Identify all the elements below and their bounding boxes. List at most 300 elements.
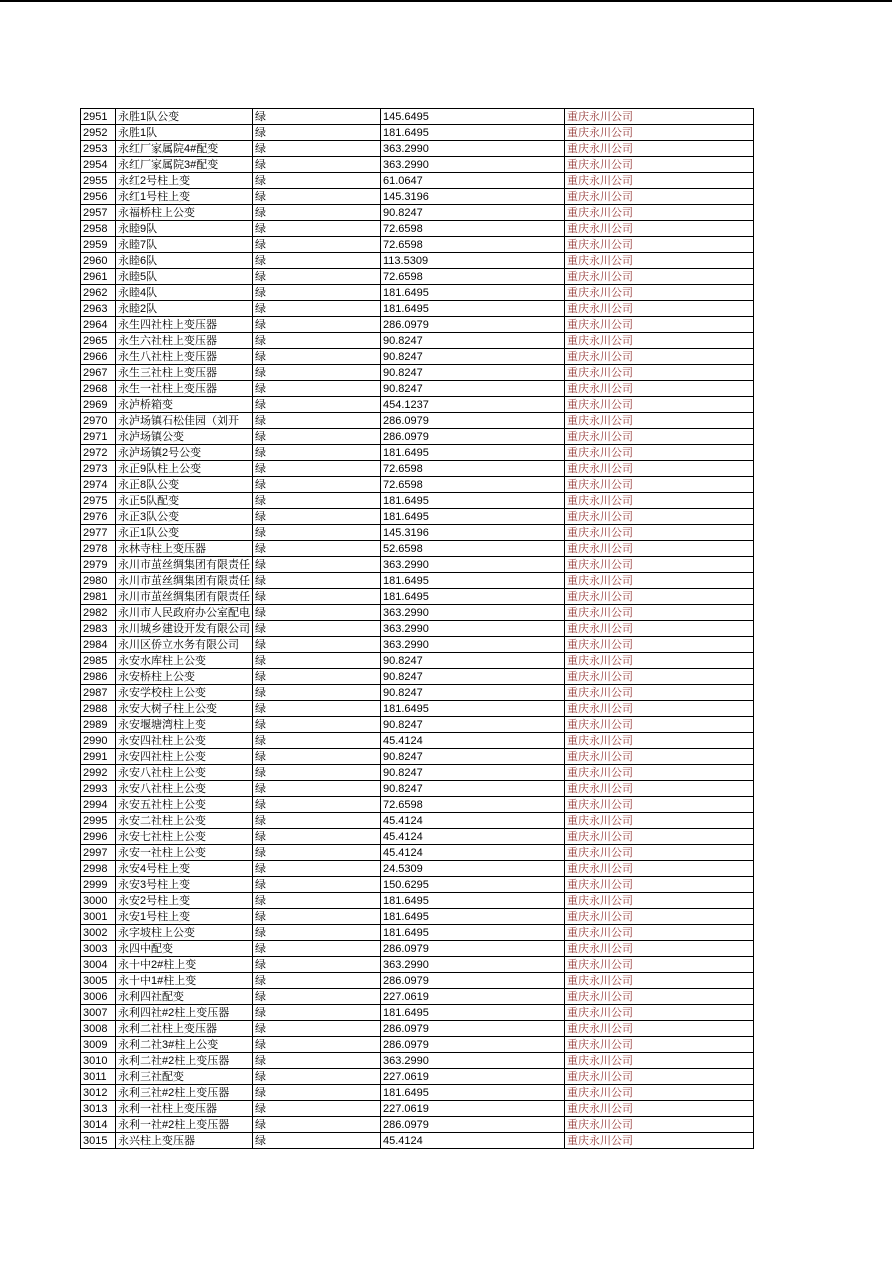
value-cell[interactable]: 181.6495 [381, 909, 565, 925]
company-cell[interactable]: 重庆永川公司 [565, 1069, 754, 1085]
row-number-cell[interactable]: 2988 [81, 701, 116, 717]
status-cell[interactable]: 绿 [253, 253, 381, 269]
device-name-cell[interactable]: 永川市茧丝绸集团有限责任 [116, 557, 253, 573]
device-name-cell[interactable]: 永红2号柱上变 [116, 173, 253, 189]
device-name-cell[interactable]: 永安二社柱上公变 [116, 813, 253, 829]
row-number-cell[interactable]: 2984 [81, 637, 116, 653]
company-cell[interactable]: 重庆永川公司 [565, 1101, 754, 1117]
row-number-cell[interactable]: 3003 [81, 941, 116, 957]
row-number-cell[interactable]: 2978 [81, 541, 116, 557]
value-cell[interactable]: 286.0979 [381, 317, 565, 333]
company-cell[interactable]: 重庆永川公司 [565, 189, 754, 205]
status-cell[interactable]: 绿 [253, 1117, 381, 1133]
device-name-cell[interactable]: 永利一社#2柱上变压器 [116, 1117, 253, 1133]
status-cell[interactable]: 绿 [253, 909, 381, 925]
row-number-cell[interactable]: 3004 [81, 957, 116, 973]
value-cell[interactable]: 90.8247 [381, 749, 565, 765]
row-number-cell[interactable]: 2976 [81, 509, 116, 525]
row-number-cell[interactable]: 2963 [81, 301, 116, 317]
device-name-cell[interactable]: 永川市茧丝绸集团有限责任 [116, 589, 253, 605]
device-name-cell[interactable]: 永利二社#2柱上变压器 [116, 1053, 253, 1069]
status-cell[interactable]: 绿 [253, 1037, 381, 1053]
device-name-cell[interactable]: 永安1号柱上变 [116, 909, 253, 925]
device-name-cell[interactable]: 永川市人民政府办公室配电 [116, 605, 253, 621]
value-cell[interactable]: 145.3196 [381, 189, 565, 205]
device-name-cell[interactable]: 永正5队配变 [116, 493, 253, 509]
value-cell[interactable]: 72.6598 [381, 221, 565, 237]
company-cell[interactable]: 重庆永川公司 [565, 653, 754, 669]
status-cell[interactable]: 绿 [253, 445, 381, 461]
row-number-cell[interactable]: 3013 [81, 1101, 116, 1117]
row-number-cell[interactable]: 2994 [81, 797, 116, 813]
value-cell[interactable]: 90.8247 [381, 365, 565, 381]
status-cell[interactable]: 绿 [253, 797, 381, 813]
row-number-cell[interactable]: 2962 [81, 285, 116, 301]
device-name-cell[interactable]: 永川区侨立水务有限公司 [116, 637, 253, 653]
value-cell[interactable]: 181.6495 [381, 893, 565, 909]
device-name-cell[interactable]: 永四中配变 [116, 941, 253, 957]
value-cell[interactable]: 363.2990 [381, 141, 565, 157]
company-cell[interactable]: 重庆永川公司 [565, 989, 754, 1005]
value-cell[interactable]: 90.8247 [381, 765, 565, 781]
company-cell[interactable]: 重庆永川公司 [565, 157, 754, 173]
status-cell[interactable]: 绿 [253, 845, 381, 861]
row-number-cell[interactable]: 2981 [81, 589, 116, 605]
row-number-cell[interactable]: 2967 [81, 365, 116, 381]
company-cell[interactable]: 重庆永川公司 [565, 1005, 754, 1021]
company-cell[interactable]: 重庆永川公司 [565, 237, 754, 253]
device-name-cell[interactable]: 永安八社柱上公变 [116, 765, 253, 781]
company-cell[interactable]: 重庆永川公司 [565, 685, 754, 701]
value-cell[interactable]: 181.6495 [381, 445, 565, 461]
value-cell[interactable]: 363.2990 [381, 157, 565, 173]
row-number-cell[interactable]: 2993 [81, 781, 116, 797]
device-name-cell[interactable]: 永利三社配变 [116, 1069, 253, 1085]
value-cell[interactable]: 181.6495 [381, 925, 565, 941]
value-cell[interactable]: 181.6495 [381, 493, 565, 509]
device-name-cell[interactable]: 永安堰塘湾柱上变 [116, 717, 253, 733]
row-number-cell[interactable]: 2968 [81, 381, 116, 397]
company-cell[interactable]: 重庆永川公司 [565, 861, 754, 877]
company-cell[interactable]: 重庆永川公司 [565, 973, 754, 989]
company-cell[interactable]: 重庆永川公司 [565, 1053, 754, 1069]
row-number-cell[interactable]: 3011 [81, 1069, 116, 1085]
device-name-cell[interactable]: 永泸桥箱变 [116, 397, 253, 413]
company-cell[interactable]: 重庆永川公司 [565, 941, 754, 957]
row-number-cell[interactable]: 2956 [81, 189, 116, 205]
status-cell[interactable]: 绿 [253, 141, 381, 157]
company-cell[interactable]: 重庆永川公司 [565, 349, 754, 365]
company-cell[interactable]: 重庆永川公司 [565, 333, 754, 349]
device-name-cell[interactable]: 永胜1队 [116, 125, 253, 141]
company-cell[interactable]: 重庆永川公司 [565, 429, 754, 445]
row-number-cell[interactable]: 2980 [81, 573, 116, 589]
device-name-cell[interactable]: 永正8队公变 [116, 477, 253, 493]
company-cell[interactable]: 重庆永川公司 [565, 845, 754, 861]
row-number-cell[interactable]: 2969 [81, 397, 116, 413]
company-cell[interactable]: 重庆永川公司 [565, 477, 754, 493]
company-cell[interactable]: 重庆永川公司 [565, 493, 754, 509]
row-number-cell[interactable]: 2960 [81, 253, 116, 269]
company-cell[interactable]: 重庆永川公司 [565, 1117, 754, 1133]
company-cell[interactable]: 重庆永川公司 [565, 525, 754, 541]
status-cell[interactable]: 绿 [253, 461, 381, 477]
row-number-cell[interactable]: 2952 [81, 125, 116, 141]
company-cell[interactable]: 重庆永川公司 [565, 765, 754, 781]
device-name-cell[interactable]: 永安四社柱上公变 [116, 733, 253, 749]
status-cell[interactable]: 绿 [253, 1021, 381, 1037]
status-cell[interactable]: 绿 [253, 925, 381, 941]
company-cell[interactable]: 重庆永川公司 [565, 829, 754, 845]
company-cell[interactable]: 重庆永川公司 [565, 205, 754, 221]
row-number-cell[interactable]: 2999 [81, 877, 116, 893]
value-cell[interactable]: 72.6598 [381, 237, 565, 253]
row-number-cell[interactable]: 2987 [81, 685, 116, 701]
status-cell[interactable]: 绿 [253, 333, 381, 349]
row-number-cell[interactable]: 2966 [81, 349, 116, 365]
status-cell[interactable]: 绿 [253, 781, 381, 797]
status-cell[interactable]: 绿 [253, 941, 381, 957]
device-name-cell[interactable]: 永红厂家属院4#配变 [116, 141, 253, 157]
status-cell[interactable]: 绿 [253, 413, 381, 429]
row-number-cell[interactable]: 2970 [81, 413, 116, 429]
value-cell[interactable]: 24.5309 [381, 861, 565, 877]
row-number-cell[interactable]: 2961 [81, 269, 116, 285]
device-name-cell[interactable]: 永生三社柱上变压器 [116, 365, 253, 381]
row-number-cell[interactable]: 3012 [81, 1085, 116, 1101]
row-number-cell[interactable]: 2986 [81, 669, 116, 685]
device-name-cell[interactable]: 永生六社柱上变压器 [116, 333, 253, 349]
status-cell[interactable]: 绿 [253, 429, 381, 445]
value-cell[interactable]: 363.2990 [381, 621, 565, 637]
row-number-cell[interactable]: 2965 [81, 333, 116, 349]
row-number-cell[interactable]: 3001 [81, 909, 116, 925]
row-number-cell[interactable]: 2972 [81, 445, 116, 461]
row-number-cell[interactable]: 2990 [81, 733, 116, 749]
status-cell[interactable]: 绿 [253, 717, 381, 733]
row-number-cell[interactable]: 2989 [81, 717, 116, 733]
device-name-cell[interactable]: 永利四社配变 [116, 989, 253, 1005]
status-cell[interactable]: 绿 [253, 157, 381, 173]
status-cell[interactable]: 绿 [253, 957, 381, 973]
device-name-cell[interactable]: 永生一社柱上变压器 [116, 381, 253, 397]
company-cell[interactable]: 重庆永川公司 [565, 1085, 754, 1101]
value-cell[interactable]: 227.0619 [381, 1069, 565, 1085]
company-cell[interactable]: 重庆永川公司 [565, 813, 754, 829]
row-number-cell[interactable]: 2958 [81, 221, 116, 237]
status-cell[interactable]: 绿 [253, 541, 381, 557]
company-cell[interactable]: 重庆永川公司 [565, 781, 754, 797]
row-number-cell[interactable]: 2991 [81, 749, 116, 765]
status-cell[interactable]: 绿 [253, 365, 381, 381]
status-cell[interactable]: 绿 [253, 605, 381, 621]
status-cell[interactable]: 绿 [253, 653, 381, 669]
row-number-cell[interactable]: 3007 [81, 1005, 116, 1021]
device-name-cell[interactable]: 永安学校柱上公变 [116, 685, 253, 701]
status-cell[interactable]: 绿 [253, 525, 381, 541]
status-cell[interactable]: 绿 [253, 989, 381, 1005]
value-cell[interactable]: 72.6598 [381, 797, 565, 813]
row-number-cell[interactable]: 2982 [81, 605, 116, 621]
company-cell[interactable]: 重庆永川公司 [565, 669, 754, 685]
device-name-cell[interactable]: 永泸场镇公变 [116, 429, 253, 445]
company-cell[interactable]: 重庆永川公司 [565, 221, 754, 237]
company-cell[interactable]: 重庆永川公司 [565, 957, 754, 973]
device-name-cell[interactable]: 永川市茧丝绸集团有限责任 [116, 573, 253, 589]
company-cell[interactable]: 重庆永川公司 [565, 397, 754, 413]
value-cell[interactable]: 181.6495 [381, 509, 565, 525]
value-cell[interactable]: 45.4124 [381, 733, 565, 749]
value-cell[interactable]: 90.8247 [381, 717, 565, 733]
row-number-cell[interactable]: 2997 [81, 845, 116, 861]
device-name-cell[interactable]: 永十中2#柱上变 [116, 957, 253, 973]
company-cell[interactable]: 重庆永川公司 [565, 589, 754, 605]
value-cell[interactable]: 145.6495 [381, 109, 565, 125]
device-name-cell[interactable]: 永生四社柱上变压器 [116, 317, 253, 333]
value-cell[interactable]: 61.0647 [381, 173, 565, 189]
device-name-cell[interactable]: 永安七社柱上公变 [116, 829, 253, 845]
row-number-cell[interactable]: 2954 [81, 157, 116, 173]
value-cell[interactable]: 286.0979 [381, 1117, 565, 1133]
company-cell[interactable]: 重庆永川公司 [565, 557, 754, 573]
status-cell[interactable]: 绿 [253, 1085, 381, 1101]
device-name-cell[interactable]: 永兴柱上变压器 [116, 1133, 253, 1149]
company-cell[interactable]: 重庆永川公司 [565, 797, 754, 813]
value-cell[interactable]: 90.8247 [381, 333, 565, 349]
company-cell[interactable]: 重庆永川公司 [565, 893, 754, 909]
company-cell[interactable]: 重庆永川公司 [565, 621, 754, 637]
company-cell[interactable]: 重庆永川公司 [565, 253, 754, 269]
company-cell[interactable]: 重庆永川公司 [565, 701, 754, 717]
value-cell[interactable]: 286.0979 [381, 413, 565, 429]
row-number-cell[interactable]: 3000 [81, 893, 116, 909]
row-number-cell[interactable]: 3010 [81, 1053, 116, 1069]
status-cell[interactable]: 绿 [253, 285, 381, 301]
value-cell[interactable]: 145.3196 [381, 525, 565, 541]
device-name-cell[interactable]: 永泸场镇石松佳园（刘开 [116, 413, 253, 429]
device-name-cell[interactable]: 永利三社#2柱上变压器 [116, 1085, 253, 1101]
company-cell[interactable]: 重庆永川公司 [565, 717, 754, 733]
row-number-cell[interactable]: 2979 [81, 557, 116, 573]
company-cell[interactable]: 重庆永川公司 [565, 925, 754, 941]
company-cell[interactable]: 重庆永川公司 [565, 317, 754, 333]
status-cell[interactable]: 绿 [253, 637, 381, 653]
status-cell[interactable]: 绿 [253, 109, 381, 125]
device-name-cell[interactable]: 永正1队公变 [116, 525, 253, 541]
value-cell[interactable]: 113.5309 [381, 253, 565, 269]
device-name-cell[interactable]: 永字坡柱上公变 [116, 925, 253, 941]
row-number-cell[interactable]: 2998 [81, 861, 116, 877]
company-cell[interactable]: 重庆永川公司 [565, 1021, 754, 1037]
device-name-cell[interactable]: 永利二社柱上变压器 [116, 1021, 253, 1037]
row-number-cell[interactable]: 2971 [81, 429, 116, 445]
row-number-cell[interactable]: 2977 [81, 525, 116, 541]
company-cell[interactable]: 重庆永川公司 [565, 141, 754, 157]
value-cell[interactable]: 90.8247 [381, 381, 565, 397]
device-name-cell[interactable]: 永安4号柱上变 [116, 861, 253, 877]
row-number-cell[interactable]: 2959 [81, 237, 116, 253]
device-name-cell[interactable]: 永睦9队 [116, 221, 253, 237]
value-cell[interactable]: 181.6495 [381, 285, 565, 301]
company-cell[interactable]: 重庆永川公司 [565, 413, 754, 429]
device-name-cell[interactable]: 永红1号柱上变 [116, 189, 253, 205]
device-name-cell[interactable]: 永川城乡建设开发有限公司 [116, 621, 253, 637]
device-name-cell[interactable]: 永安八社柱上公变 [116, 781, 253, 797]
status-cell[interactable]: 绿 [253, 269, 381, 285]
status-cell[interactable]: 绿 [253, 1069, 381, 1085]
company-cell[interactable]: 重庆永川公司 [565, 1133, 754, 1149]
status-cell[interactable]: 绿 [253, 973, 381, 989]
company-cell[interactable]: 重庆永川公司 [565, 509, 754, 525]
device-name-cell[interactable]: 永安一社柱上公变 [116, 845, 253, 861]
device-name-cell[interactable]: 永林寺柱上变压器 [116, 541, 253, 557]
device-name-cell[interactable]: 永睦2队 [116, 301, 253, 317]
company-cell[interactable]: 重庆永川公司 [565, 445, 754, 461]
status-cell[interactable]: 绿 [253, 765, 381, 781]
company-cell[interactable]: 重庆永川公司 [565, 541, 754, 557]
status-cell[interactable]: 绿 [253, 893, 381, 909]
status-cell[interactable]: 绿 [253, 749, 381, 765]
status-cell[interactable]: 绿 [253, 189, 381, 205]
value-cell[interactable]: 286.0979 [381, 1037, 565, 1053]
company-cell[interactable]: 重庆永川公司 [565, 733, 754, 749]
row-number-cell[interactable]: 3002 [81, 925, 116, 941]
row-number-cell[interactable]: 2955 [81, 173, 116, 189]
device-name-cell[interactable]: 永利四社#2柱上变压器 [116, 1005, 253, 1021]
company-cell[interactable]: 重庆永川公司 [565, 285, 754, 301]
value-cell[interactable]: 90.8247 [381, 685, 565, 701]
status-cell[interactable]: 绿 [253, 669, 381, 685]
device-name-cell[interactable]: 永睦4队 [116, 285, 253, 301]
company-cell[interactable]: 重庆永川公司 [565, 125, 754, 141]
device-name-cell[interactable]: 永利二社3#柱上公变 [116, 1037, 253, 1053]
row-number-cell[interactable]: 2996 [81, 829, 116, 845]
row-number-cell[interactable]: 2964 [81, 317, 116, 333]
value-cell[interactable]: 90.8247 [381, 669, 565, 685]
row-number-cell[interactable]: 3005 [81, 973, 116, 989]
value-cell[interactable]: 363.2990 [381, 957, 565, 973]
company-cell[interactable]: 重庆永川公司 [565, 365, 754, 381]
value-cell[interactable]: 363.2990 [381, 637, 565, 653]
device-name-cell[interactable]: 永睦7队 [116, 237, 253, 253]
device-name-cell[interactable]: 永安桥柱上公变 [116, 669, 253, 685]
row-number-cell[interactable]: 3008 [81, 1021, 116, 1037]
value-cell[interactable]: 52.6598 [381, 541, 565, 557]
value-cell[interactable]: 72.6598 [381, 477, 565, 493]
status-cell[interactable]: 绿 [253, 829, 381, 845]
status-cell[interactable]: 绿 [253, 301, 381, 317]
value-cell[interactable]: 363.2990 [381, 1053, 565, 1069]
company-cell[interactable]: 重庆永川公司 [565, 909, 754, 925]
value-cell[interactable]: 181.6495 [381, 1085, 565, 1101]
status-cell[interactable]: 绿 [253, 397, 381, 413]
row-number-cell[interactable]: 2973 [81, 461, 116, 477]
status-cell[interactable]: 绿 [253, 1133, 381, 1149]
device-name-cell[interactable]: 永安五社柱上公变 [116, 797, 253, 813]
value-cell[interactable]: 181.6495 [381, 125, 565, 141]
value-cell[interactable]: 363.2990 [381, 557, 565, 573]
status-cell[interactable]: 绿 [253, 813, 381, 829]
device-name-cell[interactable]: 永正3队公变 [116, 509, 253, 525]
status-cell[interactable]: 绿 [253, 237, 381, 253]
company-cell[interactable]: 重庆永川公司 [565, 381, 754, 397]
value-cell[interactable]: 286.0979 [381, 429, 565, 445]
company-cell[interactable]: 重庆永川公司 [565, 749, 754, 765]
row-number-cell[interactable]: 2992 [81, 765, 116, 781]
company-cell[interactable]: 重庆永川公司 [565, 1037, 754, 1053]
value-cell[interactable]: 227.0619 [381, 1101, 565, 1117]
value-cell[interactable]: 45.4124 [381, 829, 565, 845]
device-name-cell[interactable]: 永安大树子柱上公变 [116, 701, 253, 717]
value-cell[interactable]: 181.6495 [381, 1005, 565, 1021]
value-cell[interactable]: 150.6295 [381, 877, 565, 893]
device-name-cell[interactable]: 永泸场镇2号公变 [116, 445, 253, 461]
status-cell[interactable]: 绿 [253, 493, 381, 509]
value-cell[interactable]: 72.6598 [381, 269, 565, 285]
value-cell[interactable]: 90.8247 [381, 653, 565, 669]
row-number-cell[interactable]: 2975 [81, 493, 116, 509]
device-name-cell[interactable]: 永睦6队 [116, 253, 253, 269]
company-cell[interactable]: 重庆永川公司 [565, 573, 754, 589]
status-cell[interactable]: 绿 [253, 573, 381, 589]
status-cell[interactable]: 绿 [253, 317, 381, 333]
company-cell[interactable]: 重庆永川公司 [565, 461, 754, 477]
value-cell[interactable]: 363.2990 [381, 605, 565, 621]
value-cell[interactable]: 72.6598 [381, 461, 565, 477]
company-cell[interactable]: 重庆永川公司 [565, 877, 754, 893]
device-name-cell[interactable]: 永安水库柱上公变 [116, 653, 253, 669]
status-cell[interactable]: 绿 [253, 221, 381, 237]
value-cell[interactable]: 286.0979 [381, 973, 565, 989]
value-cell[interactable]: 181.6495 [381, 573, 565, 589]
value-cell[interactable]: 227.0619 [381, 989, 565, 1005]
status-cell[interactable]: 绿 [253, 1005, 381, 1021]
status-cell[interactable]: 绿 [253, 733, 381, 749]
device-name-cell[interactable]: 永安3号柱上变 [116, 877, 253, 893]
value-cell[interactable]: 45.4124 [381, 845, 565, 861]
row-number-cell[interactable]: 3006 [81, 989, 116, 1005]
row-number-cell[interactable]: 2957 [81, 205, 116, 221]
status-cell[interactable]: 绿 [253, 381, 381, 397]
company-cell[interactable]: 重庆永川公司 [565, 173, 754, 189]
status-cell[interactable]: 绿 [253, 701, 381, 717]
value-cell[interactable]: 286.0979 [381, 941, 565, 957]
device-name-cell[interactable]: 永红厂家属院3#配变 [116, 157, 253, 173]
status-cell[interactable]: 绿 [253, 1053, 381, 1069]
status-cell[interactable]: 绿 [253, 173, 381, 189]
status-cell[interactable]: 绿 [253, 621, 381, 637]
status-cell[interactable]: 绿 [253, 589, 381, 605]
row-number-cell[interactable]: 2951 [81, 109, 116, 125]
company-cell[interactable]: 重庆永川公司 [565, 269, 754, 285]
status-cell[interactable]: 绿 [253, 205, 381, 221]
device-name-cell[interactable]: 永胜1队公变 [116, 109, 253, 125]
device-name-cell[interactable]: 永安四社柱上公变 [116, 749, 253, 765]
device-name-cell[interactable]: 永十中1#柱上变 [116, 973, 253, 989]
device-name-cell[interactable]: 永福桥柱上公变 [116, 205, 253, 221]
row-number-cell[interactable]: 2985 [81, 653, 116, 669]
value-cell[interactable]: 181.6495 [381, 589, 565, 605]
company-cell[interactable]: 重庆永川公司 [565, 109, 754, 125]
status-cell[interactable]: 绿 [253, 557, 381, 573]
value-cell[interactable]: 45.4124 [381, 1133, 565, 1149]
device-name-cell[interactable]: 永生八社柱上变压器 [116, 349, 253, 365]
device-name-cell[interactable]: 永安2号柱上变 [116, 893, 253, 909]
row-number-cell[interactable]: 3009 [81, 1037, 116, 1053]
value-cell[interactable]: 454.1237 [381, 397, 565, 413]
status-cell[interactable]: 绿 [253, 125, 381, 141]
value-cell[interactable]: 90.8247 [381, 781, 565, 797]
